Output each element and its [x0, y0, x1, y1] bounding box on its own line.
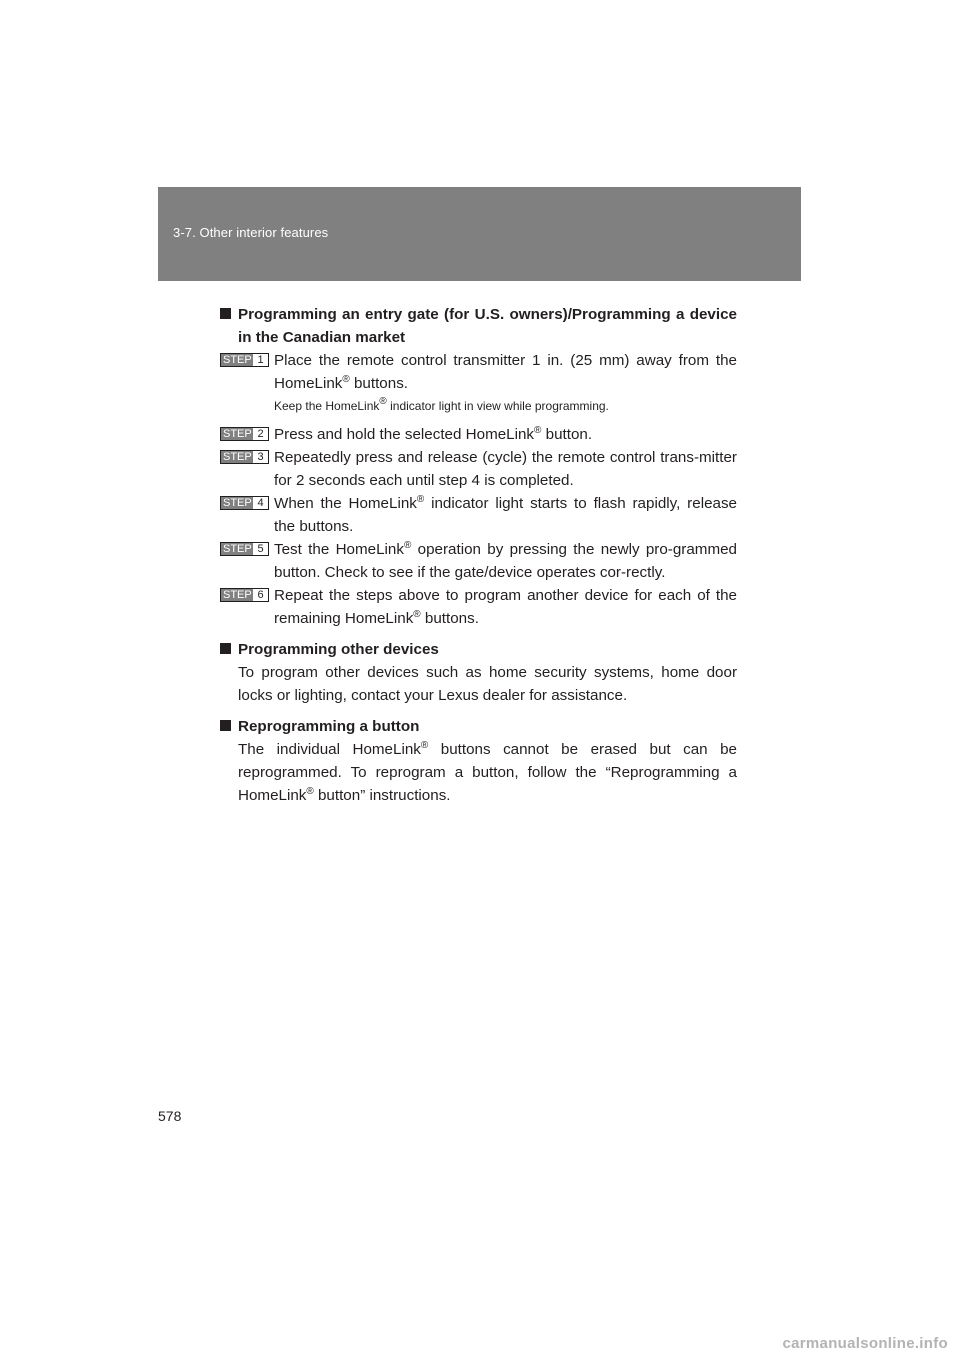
- step-badge-icon: STEP 4: [220, 496, 269, 510]
- section-reprogramming: [220, 715, 737, 807]
- section-heading: Programming other devices: [220, 638, 737, 661]
- step-text: Repeatedly press and release (cycle) the remote control trans-mitter for 2 seconds each until step 4 is completed.: [274, 449, 737, 489]
- step-1: [220, 349, 737, 423]
- step-6: [220, 584, 737, 630]
- section-other-devices: [220, 638, 737, 707]
- section-title: 3-7. Other interior features: [173, 225, 329, 240]
- step-text: Place the remote control transmitter 1 in. (25 mm) away from the HomeLink® buttons.: [274, 352, 737, 392]
- body-paragraph: The individual HomeLink® buttons cannot be erased but can be reprogrammed. To reprogram a button, follow the “Reprogramming a HomeLink® button” instructions.: [238, 740, 737, 804]
- step-note: Keep the HomeLink® indicator light in view while programming.: [274, 396, 609, 413]
- square-bullet-icon: [220, 308, 231, 319]
- step-badge-icon: STEP 5: [220, 542, 269, 556]
- page-number: 578: [158, 1108, 182, 1124]
- step-text: Press and hold the selected HomeLink® button.: [274, 425, 593, 443]
- page-content: [220, 303, 737, 815]
- watermark: carmanualsonline.info: [782, 1335, 948, 1352]
- section-entry-gate: [220, 303, 737, 630]
- step-3: [220, 446, 737, 492]
- step-badge-icon: STEP 2: [220, 427, 269, 441]
- section-heading: Programming an entry gate (for U.S. owners)/Programming a device in the Canadian market: [220, 303, 737, 349]
- step-badge-icon: STEP 1: [220, 353, 269, 367]
- step-4: [220, 492, 737, 538]
- step-text: When the HomeLink® indicator light starts to flash rapidly, release the buttons.: [274, 494, 737, 535]
- step-badge-icon: STEP 3: [220, 450, 269, 464]
- header-band: [158, 187, 801, 281]
- step-badge-icon: STEP 6: [220, 588, 269, 602]
- step-2: [220, 423, 737, 446]
- body-paragraph: To program other devices such as home security systems, home door locks or lighting, contact your Lexus dealer for assistance.: [238, 664, 737, 704]
- square-bullet-icon: [220, 720, 231, 731]
- step-5: [220, 538, 737, 584]
- square-bullet-icon: [220, 643, 231, 654]
- step-text: Repeat the steps above to program another device for each of the remaining HomeLink® buttons.: [274, 587, 737, 627]
- step-text: Test the HomeLink® operation by pressing the newly pro-grammed button. Check to see if the gate/device operates cor-rectly.: [274, 540, 737, 581]
- section-heading: Reprogramming a button: [220, 715, 737, 738]
